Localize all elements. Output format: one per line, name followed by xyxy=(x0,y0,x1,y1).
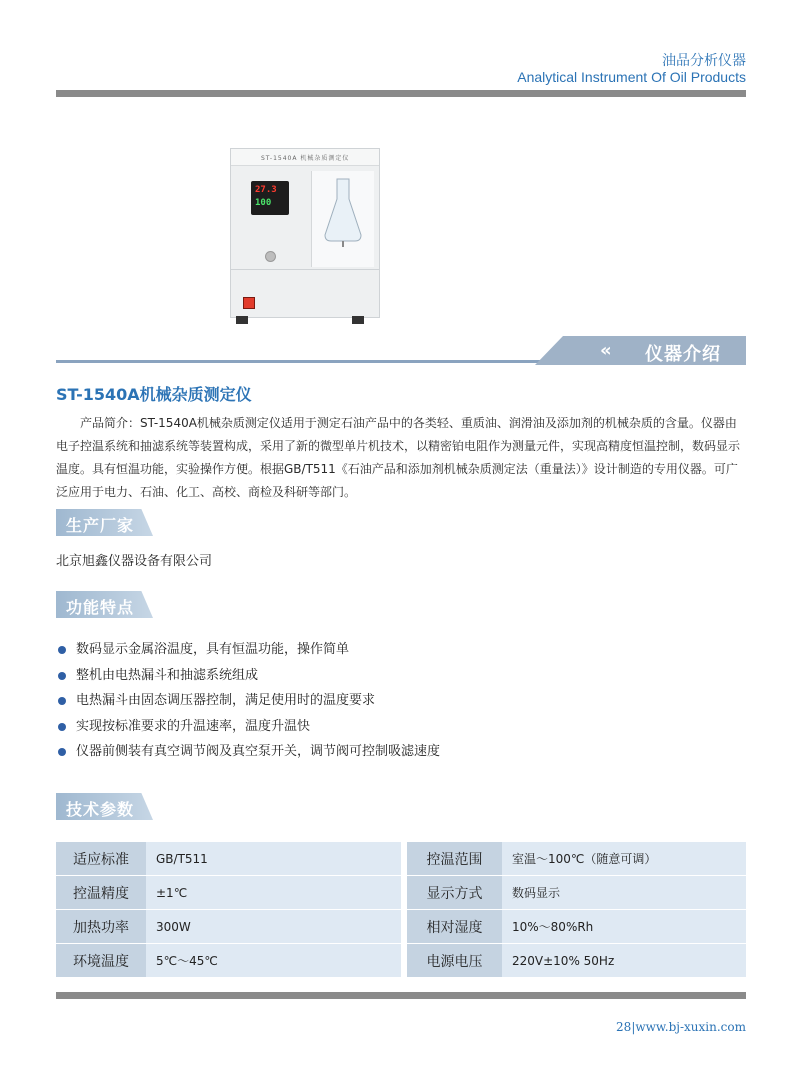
double-chevron-icon: « xyxy=(600,340,608,361)
page-number: 28 xyxy=(616,1020,632,1034)
display-readout-top: 27.3 xyxy=(255,185,277,195)
header-title-en: Analytical Instrument Of Oil Products xyxy=(517,69,746,85)
bullet-icon xyxy=(58,672,66,680)
spec-value: 300W xyxy=(146,910,401,944)
spec-value: 室温～100℃（随意可调） xyxy=(502,842,746,876)
list-item xyxy=(56,663,440,689)
spec-value: 5℃～45℃ xyxy=(146,944,401,978)
feature-text: 仪器前侧装有真空调节阀及真空泵开关，调节阀可控制吸滤速度 xyxy=(76,744,441,759)
spec-key: 电源电压 xyxy=(407,944,502,978)
instrument-body xyxy=(230,148,380,318)
spec-key: 显示方式 xyxy=(407,876,502,910)
manufacturer-name: 北京旭鑫仪器设备有限公司 xyxy=(56,554,213,569)
instrument-top-panel xyxy=(231,149,379,166)
footer-divider: | xyxy=(631,1020,636,1034)
spec-value: ±1℃ xyxy=(146,876,401,910)
display-readout-bottom: 100 xyxy=(255,198,272,208)
spec-key: 控温范围 xyxy=(407,842,502,876)
table-row xyxy=(56,842,746,876)
bullet-icon xyxy=(58,697,66,705)
spec-value: 10%～80%Rh xyxy=(502,910,746,944)
features-label: 功能特点 xyxy=(66,598,135,617)
table-row xyxy=(56,876,746,910)
spec-value: 数码显示 xyxy=(502,876,746,910)
header-title-cn: 油品分析仪器 xyxy=(662,53,746,69)
bullet-icon xyxy=(58,723,66,731)
spec-key: 相对湿度 xyxy=(407,910,502,944)
list-item xyxy=(56,714,440,740)
table-row xyxy=(56,910,746,944)
bullet-icon xyxy=(58,748,66,756)
manufacturer-label: 生产厂家 xyxy=(66,516,135,535)
feature-text: 整机由电热漏斗和抽滤系统组成 xyxy=(76,667,259,683)
bullet-icon xyxy=(58,646,66,654)
spec-key: 加热功率 xyxy=(56,910,146,944)
feature-text: 实现按标准要求的升温速率，温度升温快 xyxy=(76,718,311,734)
features-list xyxy=(56,637,440,765)
spec-key: 环境温度 xyxy=(56,944,146,978)
section-title: 仪器介绍 xyxy=(645,344,721,365)
instrument-foot-right xyxy=(352,316,364,324)
top-rule xyxy=(56,90,746,97)
list-item xyxy=(56,637,440,663)
feature-text: 电热漏斗由固态调压器控制，满足使用时的温度要求 xyxy=(76,693,376,708)
spec-key: 控温精度 xyxy=(56,876,146,910)
specs-label: 技术参数 xyxy=(66,800,135,819)
specs-table xyxy=(56,842,746,978)
website-link[interactable]: www.bj-xuxin.com xyxy=(635,1020,746,1034)
product-intro: 产品简介：ST-1540A机械杂质测定仪适用于测定石油产品中的各类轻、重质油、润滑油及添加剂的机械杂质的含量。仪器由电子控温系统和抽滤系统等装置构成，采用了新的微型单片机技术，以精密铂电阻作为测量元件，实现高精度恒温控制，数码显示温度。具有恒温功能，实验操作方便。根据GB/T511《石油产品和添加剂机械杂质测定法（重量法）》设计制造的专用仪器。可广泛应用于电力、石油、化工、高校、商检及科研等部门。 xyxy=(56,416,741,499)
instrument-shelf xyxy=(231,269,379,270)
product-photo xyxy=(230,148,380,326)
instrument-panel-label: ST-1540A 机械杂质测定仪 xyxy=(261,155,350,162)
flask-icon xyxy=(323,177,363,247)
temperature-controller xyxy=(251,181,289,215)
product-title: ST-1540A机械杂质测定仪 xyxy=(56,385,252,404)
spec-value: 220V±10% 50Hz xyxy=(502,944,746,978)
instrument-foot-left xyxy=(236,316,248,324)
page-footer xyxy=(616,1020,746,1034)
bottom-rule xyxy=(56,992,746,999)
power-switch-icon xyxy=(243,297,255,309)
feature-text: 数码显示金属浴温度，具有恒温功能，操作简单 xyxy=(76,642,350,657)
spec-value: GB/T511 xyxy=(146,842,401,876)
list-item xyxy=(56,688,440,714)
table-row xyxy=(56,944,746,978)
list-item xyxy=(56,739,440,765)
spec-key: 适应标准 xyxy=(56,842,146,876)
vacuum-valve-icon xyxy=(265,251,276,262)
